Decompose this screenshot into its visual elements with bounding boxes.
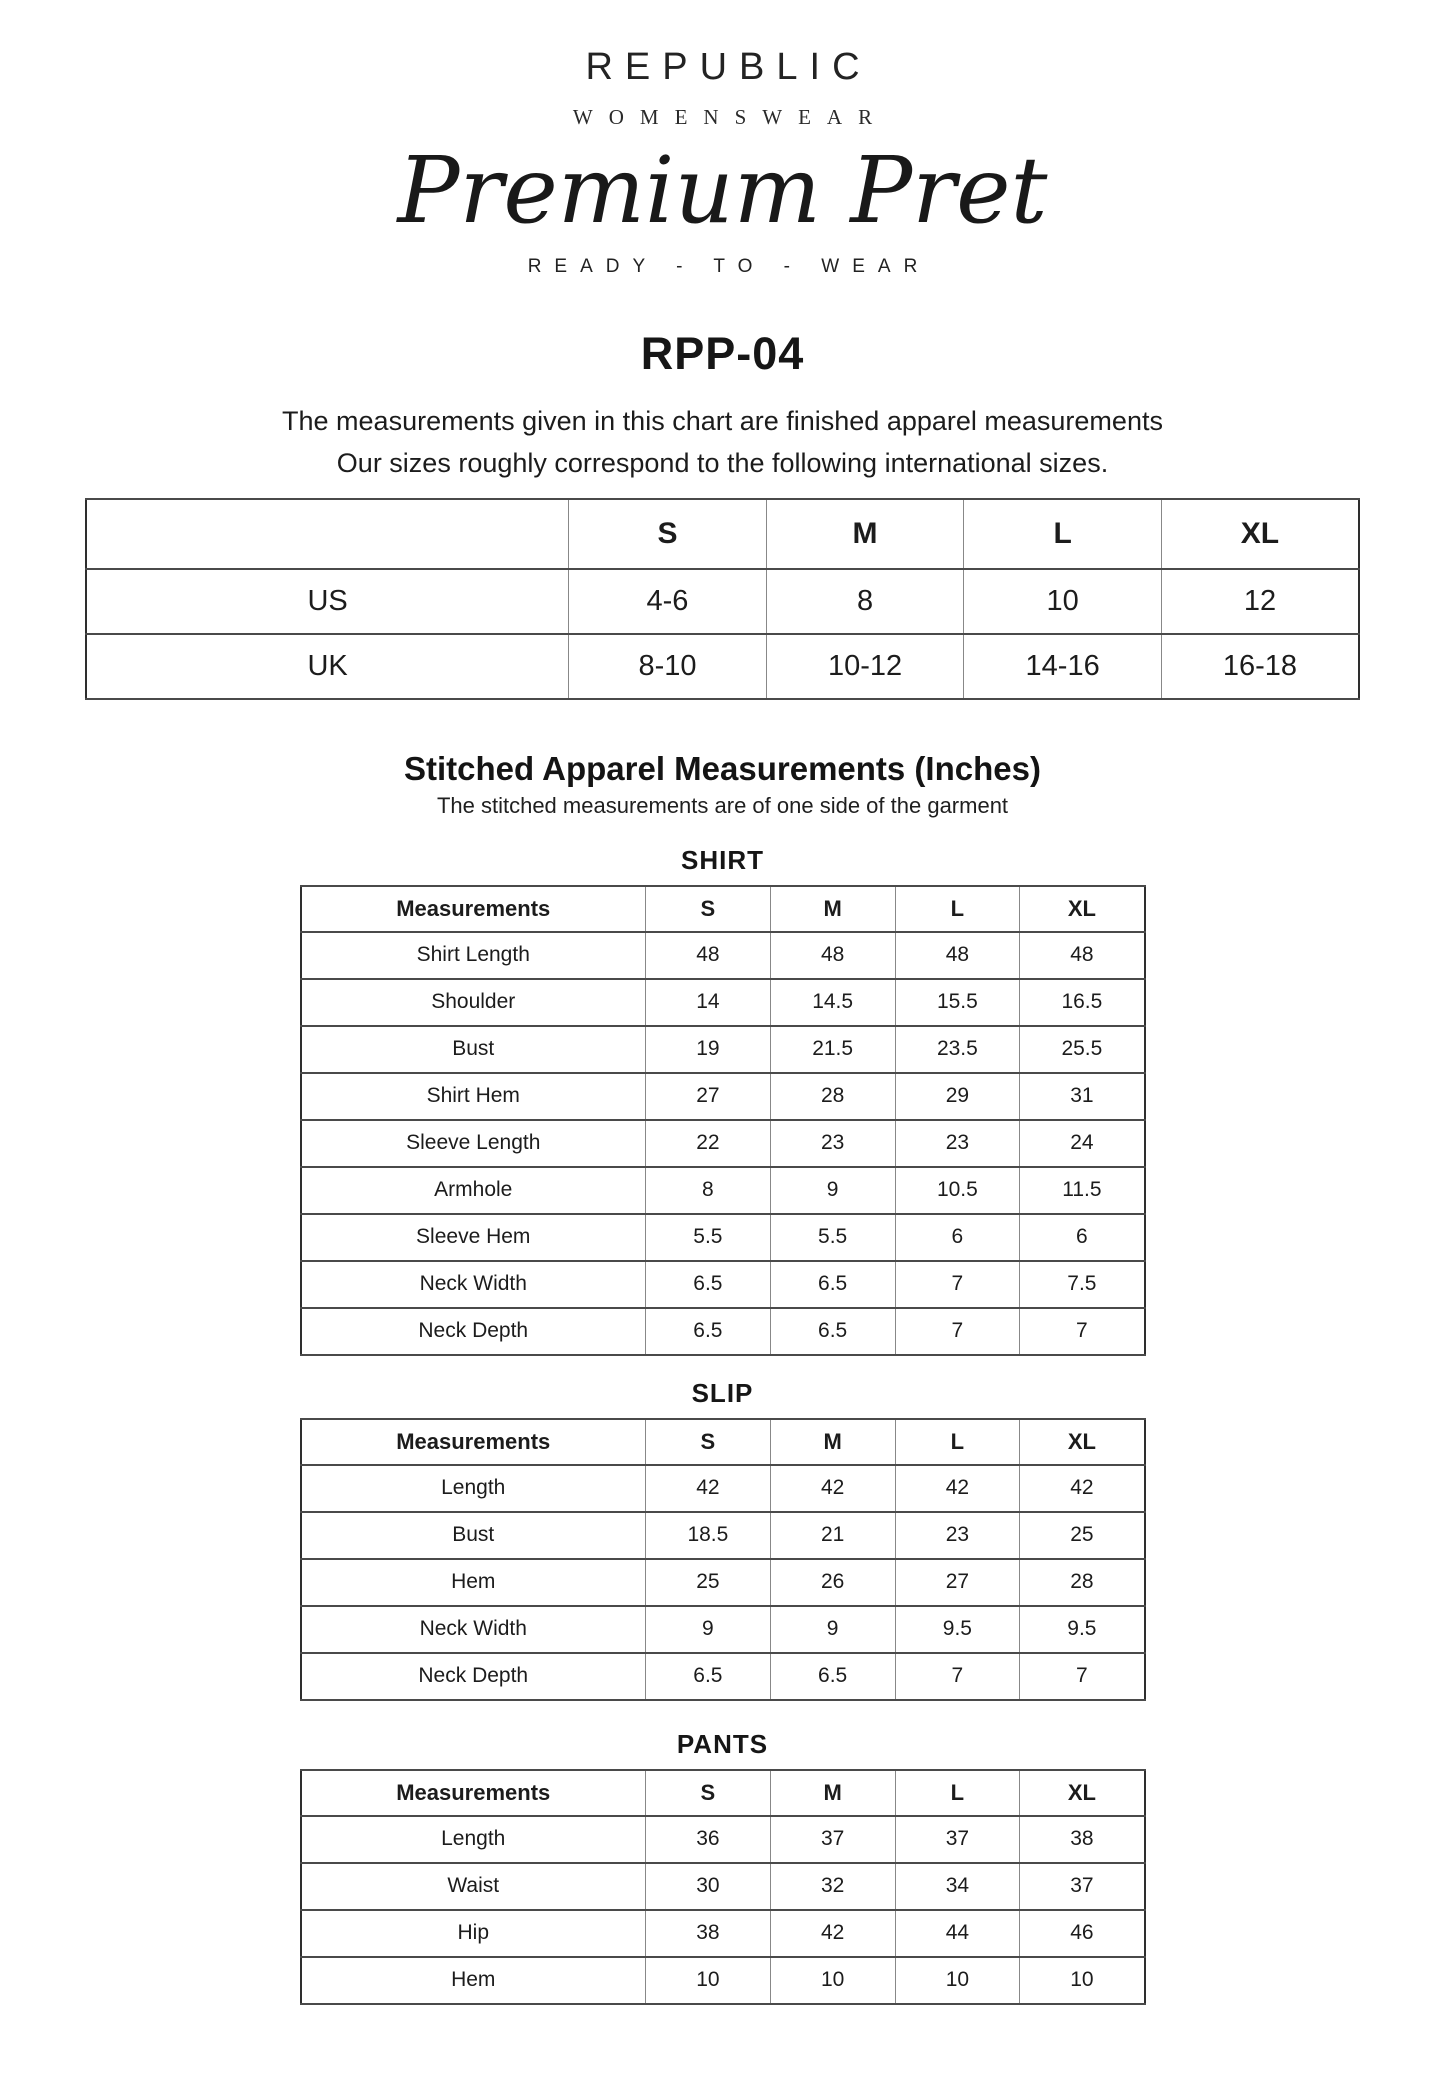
value-cell: 16-18 [1161, 634, 1359, 699]
column-header: Measurements [301, 886, 646, 932]
chart-description-line1: The measurements given in this chart are finished apparel measurements [282, 405, 1163, 436]
row-label: Neck Width [301, 1261, 646, 1308]
table-row [301, 1261, 1145, 1308]
row-label: Length [301, 1465, 646, 1512]
brand-tagline: READY - TO - WEAR [527, 255, 931, 277]
column-header: L [895, 886, 1020, 932]
value-cell: 14.5 [770, 979, 895, 1026]
row-label: Waist [301, 1863, 646, 1910]
value-cell: 6 [1020, 1214, 1145, 1261]
value-cell: 10.5 [895, 1167, 1020, 1214]
column-header: L [895, 1770, 1020, 1816]
column-header: XL [1020, 1770, 1145, 1816]
table-row [301, 1910, 1145, 1957]
value-cell: 10 [964, 569, 1162, 634]
row-label: Hem [301, 1957, 646, 2004]
value-cell: 23 [895, 1512, 1020, 1559]
column-header: XL [1020, 1419, 1145, 1465]
value-cell: 6.5 [646, 1261, 771, 1308]
table-row [301, 1465, 1145, 1512]
row-label: Length [301, 1816, 646, 1863]
table-row [301, 1816, 1145, 1863]
value-cell: 10 [770, 1957, 895, 2004]
value-cell: 7.5 [1020, 1261, 1145, 1308]
slip-measurements-table [300, 1418, 1146, 1701]
column-header: L [895, 1419, 1020, 1465]
row-label: Neck Width [301, 1606, 646, 1653]
value-cell: 8-10 [569, 634, 767, 699]
row-label: Neck Depth [301, 1653, 646, 1700]
value-cell: 38 [646, 1910, 771, 1957]
shirt-measurements-table [300, 885, 1146, 1356]
value-cell: 28 [770, 1073, 895, 1120]
value-cell: 42 [646, 1465, 771, 1512]
value-cell: 46 [1020, 1910, 1145, 1957]
table-row [301, 1308, 1145, 1355]
value-cell: 42 [895, 1465, 1020, 1512]
column-header: XL [1161, 499, 1359, 569]
pants-measurements-table [300, 1769, 1146, 2005]
value-cell: 7 [1020, 1653, 1145, 1700]
column-header: XL [1020, 886, 1145, 932]
row-label: UK [86, 634, 569, 699]
column-header: M [770, 1770, 895, 1816]
table-row [86, 569, 1359, 634]
row-label: Armhole [301, 1167, 646, 1214]
table-row [301, 1073, 1145, 1120]
value-cell: 42 [770, 1465, 895, 1512]
stitched-section-subtitle: The stitched measurements are of one side of the garment [436, 792, 1009, 818]
value-cell: 38 [1020, 1816, 1145, 1863]
value-cell: 5.5 [770, 1214, 895, 1261]
column-header: L [964, 499, 1162, 569]
value-cell: 25 [646, 1559, 771, 1606]
value-cell: 6.5 [770, 1653, 895, 1700]
value-cell: 15.5 [895, 979, 1020, 1026]
value-cell: 9 [770, 1606, 895, 1653]
value-cell: 23 [770, 1120, 895, 1167]
stitched-section-title: Stitched Apparel Measurements (Inches) [404, 749, 1041, 787]
value-cell: 36 [646, 1816, 771, 1863]
value-cell: 34 [895, 1863, 1020, 1910]
table-row [301, 979, 1145, 1026]
chart-description [0, 400, 1445, 484]
column-header: Measurements [301, 1419, 646, 1465]
value-cell: 9 [770, 1167, 895, 1214]
value-cell: 7 [895, 1308, 1020, 1355]
row-label: Sleeve Length [301, 1120, 646, 1167]
value-cell: 42 [1020, 1465, 1145, 1512]
value-cell: 8 [766, 569, 964, 634]
value-cell: 23.5 [895, 1026, 1020, 1073]
value-cell: 6.5 [646, 1653, 771, 1700]
value-cell: 37 [1020, 1863, 1145, 1910]
value-cell: 29 [895, 1073, 1020, 1120]
value-cell: 10-12 [766, 634, 964, 699]
table-row [301, 1653, 1145, 1700]
value-cell: 14 [646, 979, 771, 1026]
value-cell: 30 [646, 1863, 771, 1910]
table-header-row [301, 1770, 1145, 1816]
slip-table-title: SLIP [691, 1377, 754, 1408]
value-cell: 25.5 [1020, 1026, 1145, 1073]
value-cell: 48 [1020, 932, 1145, 979]
value-cell: 7 [895, 1653, 1020, 1700]
column-header: S [646, 1770, 771, 1816]
table-header-row [301, 1419, 1145, 1465]
table-header-row [86, 499, 1359, 569]
row-label: Hem [301, 1559, 646, 1606]
value-cell: 48 [895, 932, 1020, 979]
column-header: S [569, 499, 767, 569]
table-row [301, 1214, 1145, 1261]
value-cell: 10 [646, 1957, 771, 2004]
value-cell: 27 [646, 1073, 771, 1120]
row-label: Shirt Hem [301, 1073, 646, 1120]
value-cell: 19 [646, 1026, 771, 1073]
value-cell: 18.5 [646, 1512, 771, 1559]
table-row [301, 1957, 1145, 2004]
value-cell: 6.5 [770, 1261, 895, 1308]
value-cell: 28 [1020, 1559, 1145, 1606]
value-cell: 21 [770, 1512, 895, 1559]
row-label: Sleeve Hem [301, 1214, 646, 1261]
table-row [301, 932, 1145, 979]
value-cell: 7 [895, 1261, 1020, 1308]
row-label: Shirt Length [301, 932, 646, 979]
value-cell: 27 [895, 1559, 1020, 1606]
row-label: Bust [301, 1512, 646, 1559]
value-cell: 6.5 [646, 1308, 771, 1355]
value-cell: 24 [1020, 1120, 1145, 1167]
value-cell: 8 [646, 1167, 771, 1214]
value-cell: 9 [646, 1606, 771, 1653]
value-cell: 16.5 [1020, 979, 1145, 1026]
value-cell: 48 [646, 932, 771, 979]
row-label: Hip [301, 1910, 646, 1957]
table-row [86, 634, 1359, 699]
column-header: Measurements [301, 1770, 646, 1816]
column-header: M [766, 499, 964, 569]
table-row [301, 1120, 1145, 1167]
table-row [301, 1167, 1145, 1214]
row-label: Shoulder [301, 979, 646, 1026]
value-cell: 7 [1020, 1308, 1145, 1355]
value-cell: 6 [895, 1214, 1020, 1261]
column-header: S [646, 886, 771, 932]
table-row [301, 1026, 1145, 1073]
value-cell: 9.5 [1020, 1606, 1145, 1653]
value-cell: 21.5 [770, 1026, 895, 1073]
value-cell: 37 [770, 1816, 895, 1863]
value-cell: 10 [895, 1957, 1020, 2004]
brand-name: REPUBLIC [585, 46, 872, 88]
value-cell: 6.5 [770, 1308, 895, 1355]
value-cell: 31 [1020, 1073, 1145, 1120]
value-cell: 48 [770, 932, 895, 979]
value-cell: 4-6 [569, 569, 767, 634]
row-label: US [86, 569, 569, 634]
table-row [301, 1559, 1145, 1606]
value-cell: 32 [770, 1863, 895, 1910]
column-header: M [770, 886, 895, 932]
brand-division: WOMENSWEAR [572, 105, 889, 129]
value-cell: 5.5 [646, 1214, 771, 1261]
value-cell: 11.5 [1020, 1167, 1145, 1214]
value-cell: 9.5 [895, 1606, 1020, 1653]
product-code: RPP-04 [640, 327, 805, 379]
column-header [86, 499, 569, 569]
chart-description-line2: Our sizes roughly correspond to the following international sizes. [336, 447, 1109, 478]
table-row [301, 1512, 1145, 1559]
row-label: Bust [301, 1026, 646, 1073]
value-cell: 10 [1020, 1957, 1145, 2004]
brand-collection-logo: Premium Pret [397, 137, 1048, 244]
column-header: S [646, 1419, 771, 1465]
table-header-row [301, 886, 1145, 932]
value-cell: 14-16 [964, 634, 1162, 699]
value-cell: 23 [895, 1120, 1020, 1167]
size-chart-page [0, 46, 1445, 2090]
shirt-table-title: SHIRT [681, 844, 764, 875]
value-cell: 26 [770, 1559, 895, 1606]
international-size-table [85, 498, 1360, 700]
row-label: Neck Depth [301, 1308, 646, 1355]
value-cell: 42 [770, 1910, 895, 1957]
value-cell: 44 [895, 1910, 1020, 1957]
value-cell: 22 [646, 1120, 771, 1167]
column-header: M [770, 1419, 895, 1465]
value-cell: 37 [895, 1816, 1020, 1863]
value-cell: 25 [1020, 1512, 1145, 1559]
table-row [301, 1606, 1145, 1653]
value-cell: 12 [1161, 569, 1359, 634]
table-row [301, 1863, 1145, 1910]
pants-table-title: PANTS [676, 1728, 769, 1759]
